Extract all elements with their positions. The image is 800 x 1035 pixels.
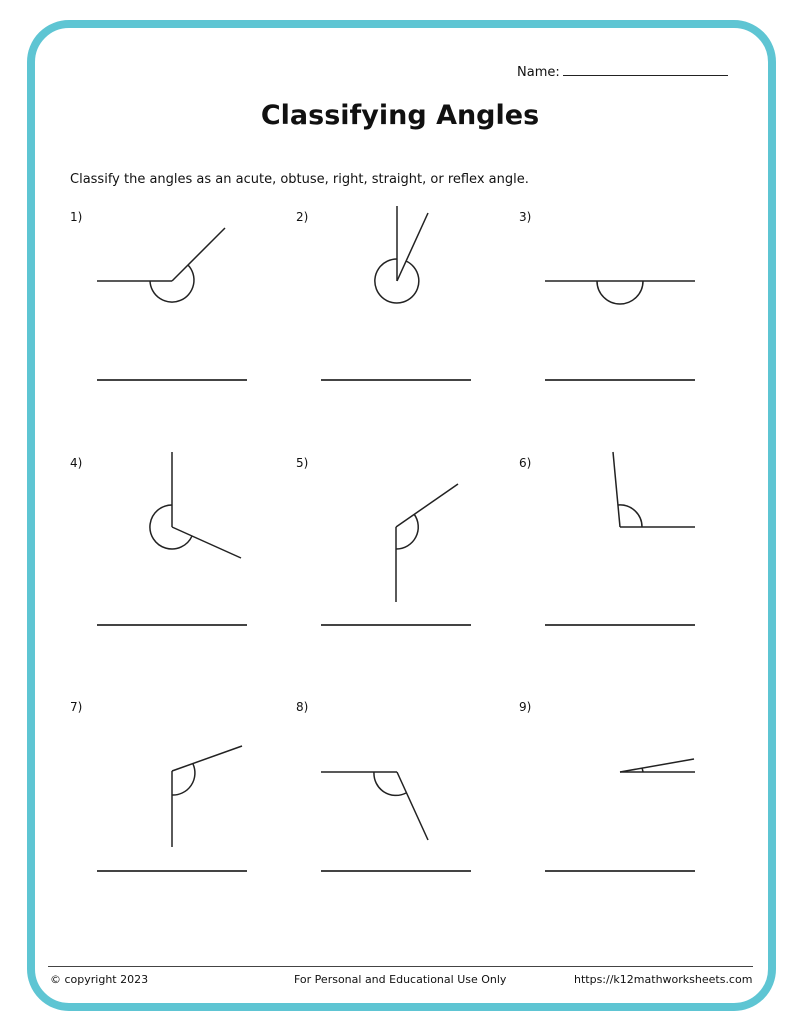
angle-figure-4: [150, 452, 241, 558]
answer-blank-9[interactable]: [545, 851, 695, 871]
name-label: Name:: [517, 65, 560, 80]
question-number: 3): [519, 210, 532, 224]
angle-figure-8: [321, 772, 428, 840]
question-number: 5): [296, 456, 309, 470]
footer-copyright: © copyright 2023: [50, 973, 149, 986]
question-number: 7): [70, 700, 83, 714]
question-number: 2): [296, 210, 309, 224]
question-number: 4): [70, 456, 83, 470]
question-number: 8): [296, 700, 309, 714]
angle-figure-3: [545, 281, 695, 304]
answer-blank-1[interactable]: [97, 360, 247, 380]
question-number: 1): [70, 210, 83, 224]
answer-blank-4[interactable]: [97, 605, 247, 625]
question-number: 6): [519, 456, 532, 470]
answer-blank-8[interactable]: [321, 851, 471, 871]
answer-lines: [97, 380, 695, 871]
angle-figure-9: [620, 759, 695, 772]
answer-blank-6[interactable]: [545, 605, 695, 625]
footer-usage: For Personal and Educational Use Only: [294, 973, 507, 986]
question-number: 9): [519, 700, 532, 714]
angle-figure-5: [396, 484, 458, 602]
answer-blank-5[interactable]: [321, 605, 471, 625]
angle-figure-2: [375, 206, 428, 303]
answer-blank-2[interactable]: [321, 360, 471, 380]
footer-url[interactable]: https://k12mathworksheets.com: [574, 973, 753, 986]
angle-figure-1: [97, 228, 225, 302]
angle-figure-6: [613, 452, 695, 527]
instructions: Classify the angles as an acute, obtuse, right, straight, or reflex angle.: [70, 172, 529, 187]
footer-divider: [48, 966, 753, 967]
answer-blank-3[interactable]: [545, 360, 695, 380]
page-title: Classifying Angles: [260, 100, 540, 131]
angle-figure-7: [172, 746, 242, 847]
answer-blank-7[interactable]: [97, 851, 247, 871]
